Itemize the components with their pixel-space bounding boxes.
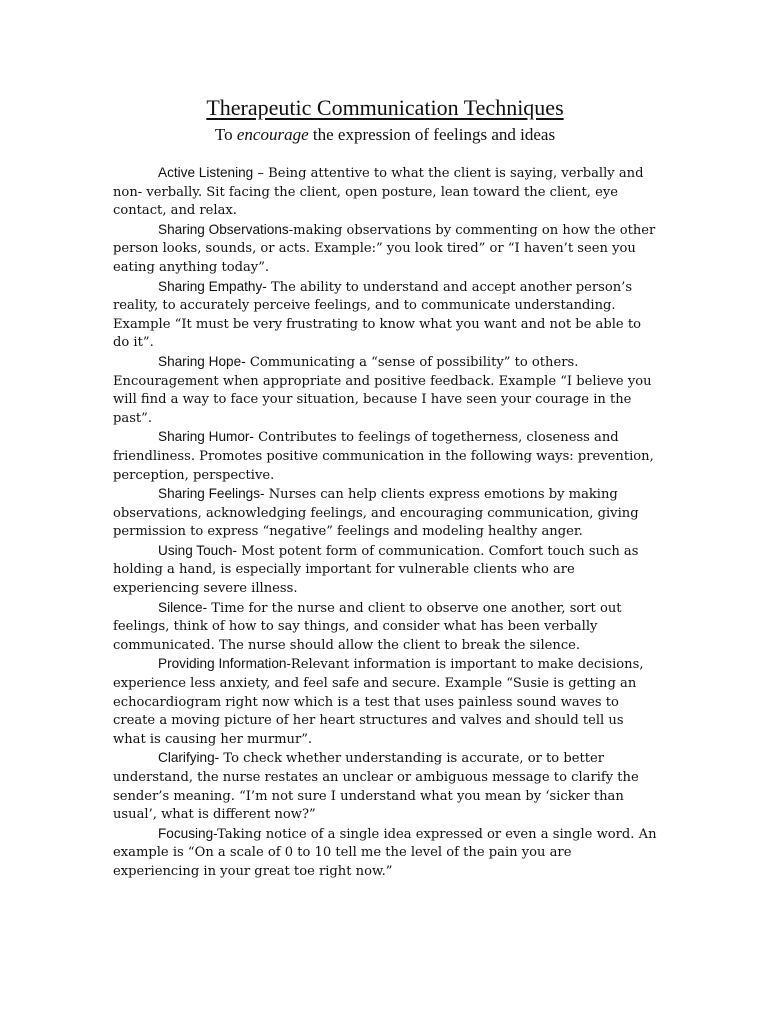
document-subtitle (113, 124, 657, 146)
technique-term: Clarifying- (158, 750, 220, 766)
document-page (113, 94, 657, 882)
technique-term: Sharing Humor- (158, 429, 254, 445)
technique-text: Communicating a “sense of possibility” to others. Encouragement when appropriate and positive feedback. Example “I believe you will find a way to face your situation, because I have seen your courage in the past”. (113, 354, 652, 426)
technique-list (113, 164, 657, 882)
technique-entry (113, 825, 657, 882)
technique-text: The ability to understand and accept another person’s reality, to accurately perceive feelings, and to communicate understanding. Example “It must be very frustrating to know what you want and not be able to do it”. (113, 279, 641, 351)
technique-text: -making observations by commenting on how the other person looks, sounds, or acts. Example:” you look tired” or “I haven’t seen you eating anything today”. (113, 222, 656, 275)
technique-entry (113, 542, 657, 599)
technique-term: Focusing (158, 825, 214, 841)
technique-text: To check whether understanding is accurate, or to better understand, the nurse restates an unclear or ambiguous message to clarify the sender’s meaning. “I’m not sure I understand what you mean by ‘sicker than usual’, what is different now?” (113, 751, 639, 823)
technique-entry (113, 485, 657, 542)
technique-entry (113, 428, 657, 485)
technique-text: Time for the nurse and client to observe one another, sort out feelings, think of how to say things, and consider what has been verbally communicated. The nurse should allow the client to break the silence. (113, 600, 622, 653)
technique-term: Providing Information (158, 656, 287, 672)
technique-term: Sharing Observations (158, 221, 289, 237)
technique-text: -Taking notice of a single idea expressed or even a single word. An example is “On a scale of 0 to 10 tell me the level of the pain you are experiencing in your great toe right now.” (113, 826, 657, 879)
technique-entry (113, 353, 657, 428)
technique-term: Sharing Empathy- (158, 278, 267, 294)
technique-text: Most potent form of communication. Comfort touch such as holding a hand, is especially important for vulnerable clients who are experiencing severe illness. (113, 543, 639, 597)
technique-text: Nurses can help clients express emotions by making observations, acknowledging feelings, and encouraging communication, giving permission to express “negative” feelings and modeling healthy anger. (113, 487, 639, 540)
technique-entry (113, 221, 657, 278)
technique-entry (113, 164, 657, 221)
technique-entry (113, 655, 657, 749)
technique-term: Sharing Hope- (158, 353, 246, 369)
technique-entry (113, 749, 657, 824)
document-title: Therapeutic Communication Techniques (206, 95, 564, 120)
technique-term: Active Listening (158, 165, 254, 180)
technique-text: Contributes to feelings of togetherness, closeness and friendliness. Promotes positive communication in the following ways: prevention, perception, perspective. (113, 430, 654, 483)
technique-entry (113, 278, 657, 353)
technique-entry (113, 599, 657, 656)
subtitle-suffix: the expression of feelings and ideas (308, 125, 556, 144)
technique-term: Sharing Feelings- (158, 486, 265, 502)
subtitle-emphasis: encourage (236, 125, 309, 144)
technique-text: -Relevant information is important to make decisions, experience less anxiety, and feel safe and secure. Example “Susie is getting an echocardiogram right now which is a test that uses painless sound waves to create a moving picture of her heart structures and valves and should tell us what is causing her murmur”. (113, 657, 644, 747)
technique-term: Silence- (158, 599, 208, 615)
technique-text: – Being attentive to what the client is saying, verbally and non- verbally. Sit facing the client, open posture, lean toward the client, eye contact, and relax. (113, 166, 644, 219)
subtitle-prefix: To (214, 125, 237, 144)
technique-term: Using Touch- (158, 542, 238, 558)
